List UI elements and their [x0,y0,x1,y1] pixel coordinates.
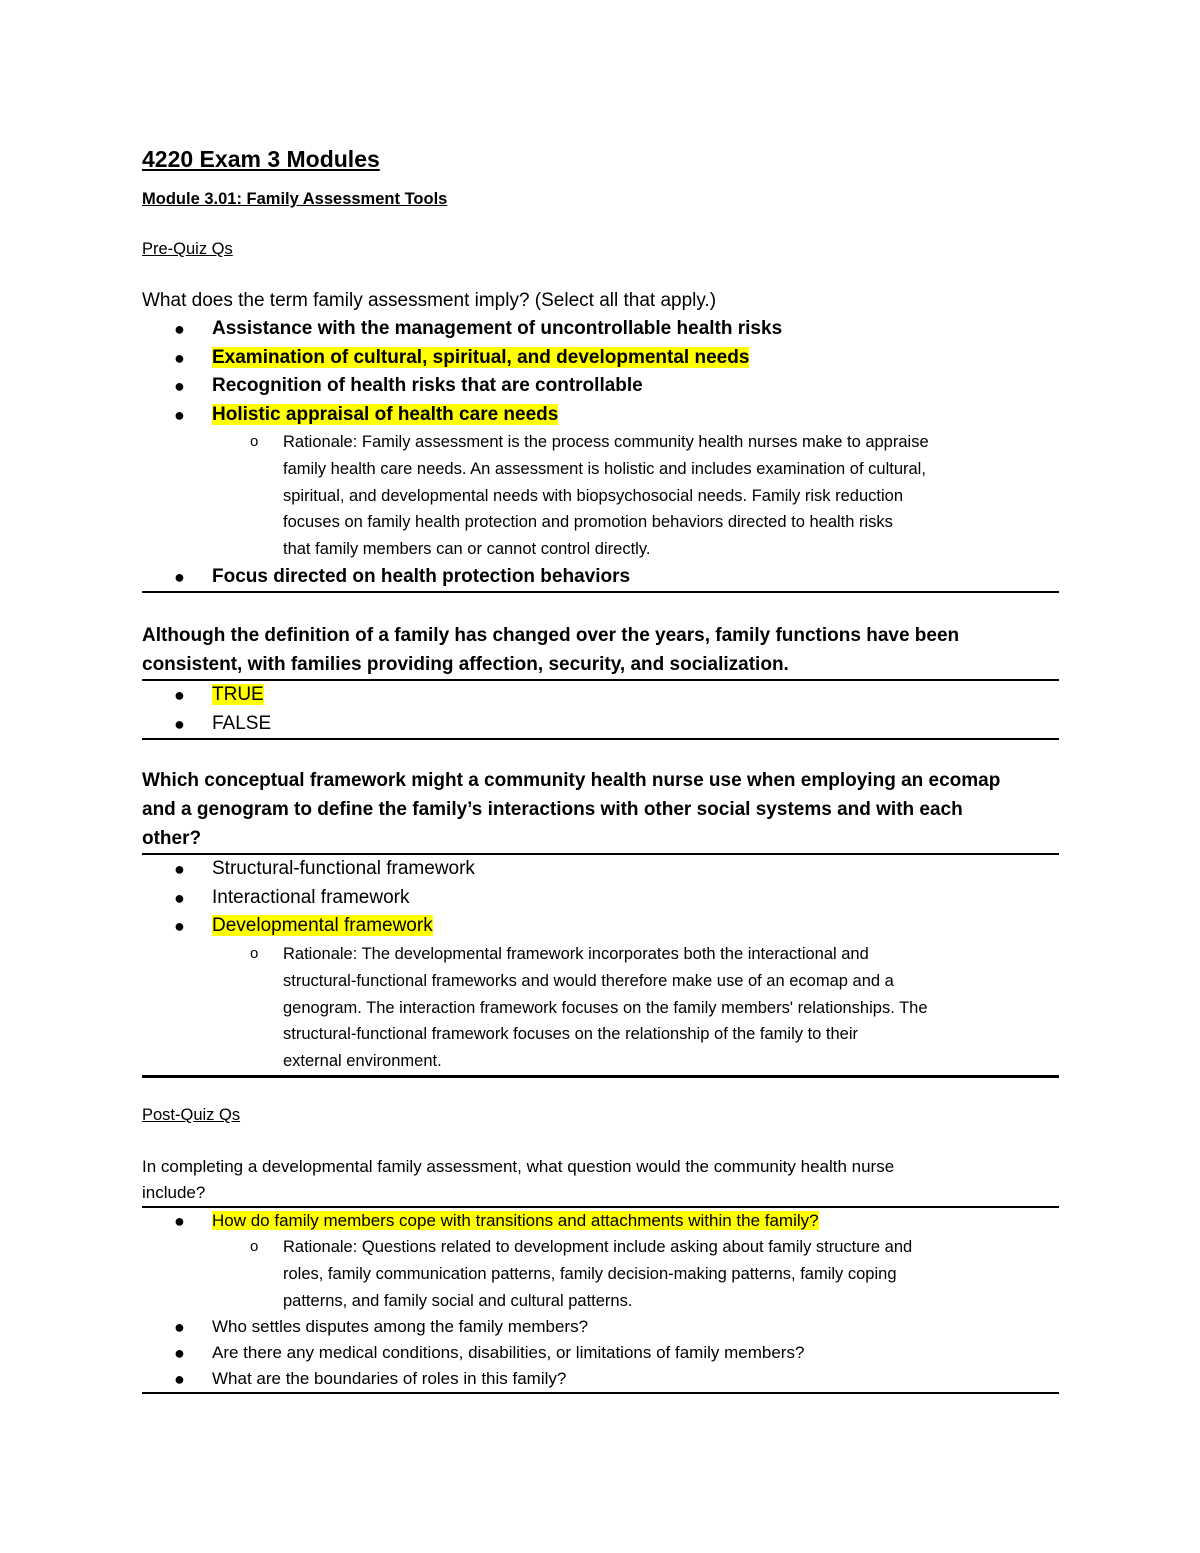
bullet-icon: ● [174,916,185,937]
option-item: ● Structural-functional framework [142,855,1059,884]
sub-bullet-icon: o [250,433,259,450]
option-item-correct: ● TRUE [142,681,1059,710]
question-1-options [142,315,1059,429]
question-1-rationale: o Rationale: Family assessment is the process community health nurses make to appraise family health care needs. An assessment is holistic and includes examination of cultural, spiritual, and developmental needs with biopsychosocial needs. Family risk reduction focuses on family health protection and promotion behaviors directed to health risks that family members can or cannot control directly. [142,429,1059,563]
bullet-icon: ● [174,1343,185,1364]
bullet-icon: ● [174,319,185,339]
module-title: Module 3.01: Family Assessment Tools [142,190,448,208]
option-item: ● Interactional framework [142,884,1059,913]
sub-bullet-icon: o [250,1237,259,1255]
bullet-icon: ● [174,404,185,425]
question-1 [142,286,1059,593]
option-item-correct: ● How do family members cope with transitions and attachments within the family? [142,1208,1059,1234]
bullet-icon: ● [174,1369,185,1390]
option-item: ● Who settles disputes among the family members? [142,1314,1059,1340]
bullet-icon: ● [174,887,185,908]
option-item-correct: ● Developmental framework [142,912,1059,941]
option-item: ● Assistance with the management of uncontrollable health risks [142,315,1059,344]
bullet-icon: ● [174,566,185,587]
option-item: ● Are there any medical conditions, disabilities, or limitations of family members? [142,1340,1059,1366]
bullet-icon: ● [174,1317,185,1338]
pre-quiz-label: Pre-Quiz Qs [142,240,233,258]
question-3-rationale: o Rationale: The developmental framework incorporates both the interactional and structural-functional frameworks and would therefore make use of an ecomap and a genogram. The interaction framework focuses on the family members' relationships. The structural-functional framework focuses on the relationship of the family to their external environment. [142,941,1059,1078]
bullet-icon: ● [174,347,185,368]
bullet-icon: ● [174,376,185,396]
option-item-correct: ● Examination of cultural, spiritual, and developmental needs [142,344,1059,373]
question-3-text-line-1: Which conceptual framework might a community health nurse use when employing an ecomap [142,770,1001,792]
bullet-icon: ● [174,685,185,706]
question-3-text-line-2: and a genogram to define the family’s interactions with other social systems and with each [142,799,963,821]
question-4-text-line-2: include? [142,1180,1059,1208]
question-2-options [142,681,1059,740]
bullet-icon: ● [174,1210,185,1231]
sub-bullet-icon: o [250,944,259,962]
question-4-rationale: o Rationale: Questions related to development include asking about family structure and roles, family communication patterns, family decision-making patterns, family coping patterns, and family social and cultural patterns. [142,1234,1059,1314]
question-4 [142,1154,1059,1394]
question-4-text-line-1: In completing a developmental family assessment, what question would the community health nurse [142,1156,895,1176]
option-item-correct: ● Holistic appraisal of health care needs [142,401,1059,430]
question-4-options [142,1208,1059,1234]
question-2-text-line-2: consistent, with families providing affection, security, and socialization. [142,650,1059,681]
option-item: ● Focus directed on health protection behaviors [142,563,1059,592]
bullet-icon: ● [174,859,185,880]
bullet-icon: ● [174,713,185,734]
question-1-options-last [142,563,1059,594]
question-3-options [142,855,1059,941]
question-2-text-line-1: Although the definition of a family has changed over the years, family functions have been [142,625,960,647]
question-4-options-rest [142,1314,1059,1394]
document-content [142,140,1059,1394]
option-item: ● FALSE [142,710,1059,739]
option-item: ● Recognition of health risks that are controllable [142,372,1059,401]
post-quiz-label: Post-Quiz Qs [142,1105,241,1124]
option-item: ● What are the boundaries of roles in this family? [142,1366,1059,1392]
question-2 [142,621,1059,740]
document-title: 4220 Exam 3 Modules [142,146,380,172]
question-3-text-line-3: other? [142,824,1059,855]
question-3 [142,766,1059,1077]
question-1-text: What does the term family assessment imply? (Select all that apply.) [142,290,717,311]
